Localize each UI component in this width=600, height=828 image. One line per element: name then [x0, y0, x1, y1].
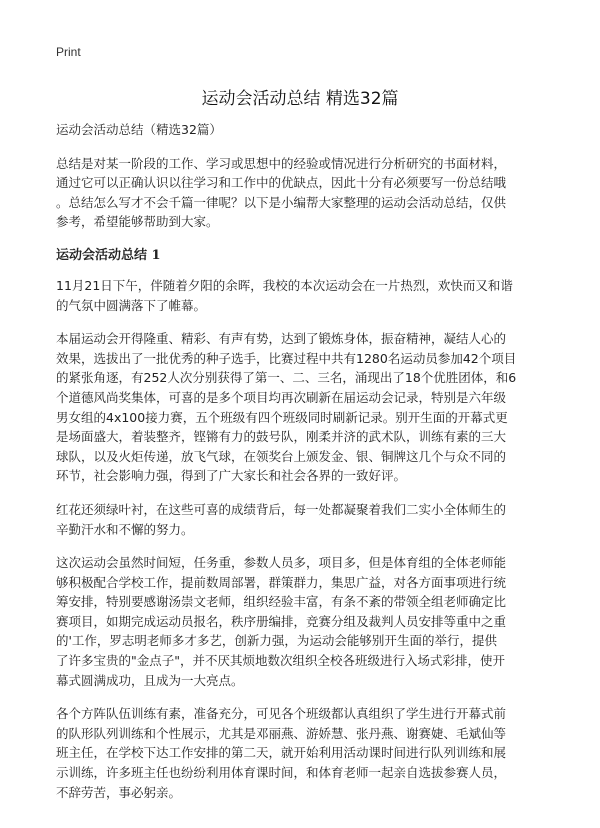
paragraph [56, 276, 556, 315]
print-link[interactable]: Print [56, 45, 81, 59]
paragraph-line: 不辞劳苦，事必躬亲。 [56, 784, 182, 800]
paragraph-line: 红花还须绿叶衬，在这些可喜的成绩背后，每一处都凝聚着我们二实小全体师生的 [56, 501, 507, 517]
paragraph-line: 的'工作，罗志明老师多才多艺，创新力强，为运动会能够别开生面的举行，提供 [56, 633, 497, 649]
article-subtitle: 运动会活动总结（精选32篇） [56, 122, 222, 137]
paragraph-line: 示训练，许多班主任也纷纷利用体育课时间，和体育老师一起亲自选拔参赛人员， [56, 765, 507, 781]
intro-line: 总结是对某一阶段的工作、学习或思想中的经验或情况进行分析研究的书面材料， [56, 155, 507, 171]
paragraph-line: 了许多宝贵的"金点子"，并不厌其烦地数次组织全校各班级进行入场式彩排，使开 [56, 653, 506, 669]
article-body [56, 120, 556, 816]
paragraph-line: 本届运动会开得隆重、精彩、有声有势，达到了锻炼身体，振奋精神，凝结人心的 [56, 331, 507, 347]
page-title: 运动会活动总结 精选32篇 [201, 89, 399, 109]
paragraph-line: 这次运动会虽然时间短，任务重，参数人员多，项目多，但是体育组的全体老师能 [56, 555, 507, 571]
paragraph-line: 效果，选拔出了一批优秀的种子选手，比赛过程中共有1280名运动员参加42个项目 [56, 350, 517, 366]
paragraph-line: 辛勤汗水和不懈的努力。 [56, 521, 194, 537]
paragraph-line: 是场面盛大，着装整齐，铿锵有力的鼓号队，刚柔并济的武术队，训练有素的三大 [56, 429, 507, 445]
paragraph-line: 幕式圆满成功，且成为一大亮点。 [56, 672, 244, 688]
paragraph-list [56, 276, 556, 802]
paragraph-line: 个道德风尚奖集体，可喜的是多个项目均再次刷新在届运动会记录，特别是六年级 [56, 389, 507, 405]
paragraph-line: 各个方阵队伍训练有素，准备充分，可见各个班级都认真组织了学生进行开幕式前 [56, 706, 507, 722]
paragraph-line: 男女组的4x100接力赛，五个班级有四个班级同时刷新记录。别开生面的开幕式更 [56, 409, 508, 425]
paragraph [56, 553, 556, 690]
paragraph-line: 赛项目，如期完成运动员报名，秩序册编排，竞赛分组及裁判人员安排等重中之重 [56, 613, 507, 629]
intro-paragraph [56, 154, 556, 232]
intro-line: 参考，希望能够帮助到大家。 [56, 214, 219, 230]
paragraph-line: 筹安排，特别要感谢汤崇文老师，组织经验丰富，有条不紊的带领全组老师确定比 [56, 594, 507, 610]
paragraph-line: 班主任，在学校下达工作安排的第二天，就开始利用活动课时间进行队列训练和展 [56, 745, 507, 761]
intro-line: 。总结怎么写才不会千篇一律呢？以下是小编帮大家整理的运动会活动总结，仅供 [56, 194, 507, 210]
paragraph [56, 500, 556, 539]
paragraph [56, 329, 556, 486]
spacer [56, 140, 556, 154]
section-heading: 运动会活动总结 1 [56, 247, 161, 263]
paragraph [56, 704, 556, 802]
paragraph-line: 环节，社会影响力强，得到了广大家长和社会各界的一致好评。 [56, 468, 407, 484]
paragraph-line: 的队形队列训练和个性展示，尤其是邓丽燕、游娇慧、张丹燕、谢赛婕、毛斌仙等 [56, 725, 507, 741]
paragraph-line: 够积极配合学校工作，提前数周部署，群策群力，集思广益，对各方面事项进行统 [56, 574, 507, 590]
paragraph-line: 的紧张角逐，有252人次分别获得了第一、二、三名，涌现出了18个优胜团体，和6 [56, 370, 517, 386]
paragraph-line: 球队，以及火炬传递，放飞气球，在领奖台上颁发金、银、铜牌这几个与众不同的 [56, 448, 507, 464]
intro-line: 通过它可以正确认识以往学习和工作中的优缺点，因此十分有必须要写一份总结哦 [56, 175, 507, 191]
paragraph-line: 的气氛中圆满落下了帷幕。 [56, 297, 207, 313]
paragraph-line: 11月21日下午，伴随着夕阳的余晖，我校的本次运动会在一片热烈，欢快而又和谐 [56, 277, 513, 293]
